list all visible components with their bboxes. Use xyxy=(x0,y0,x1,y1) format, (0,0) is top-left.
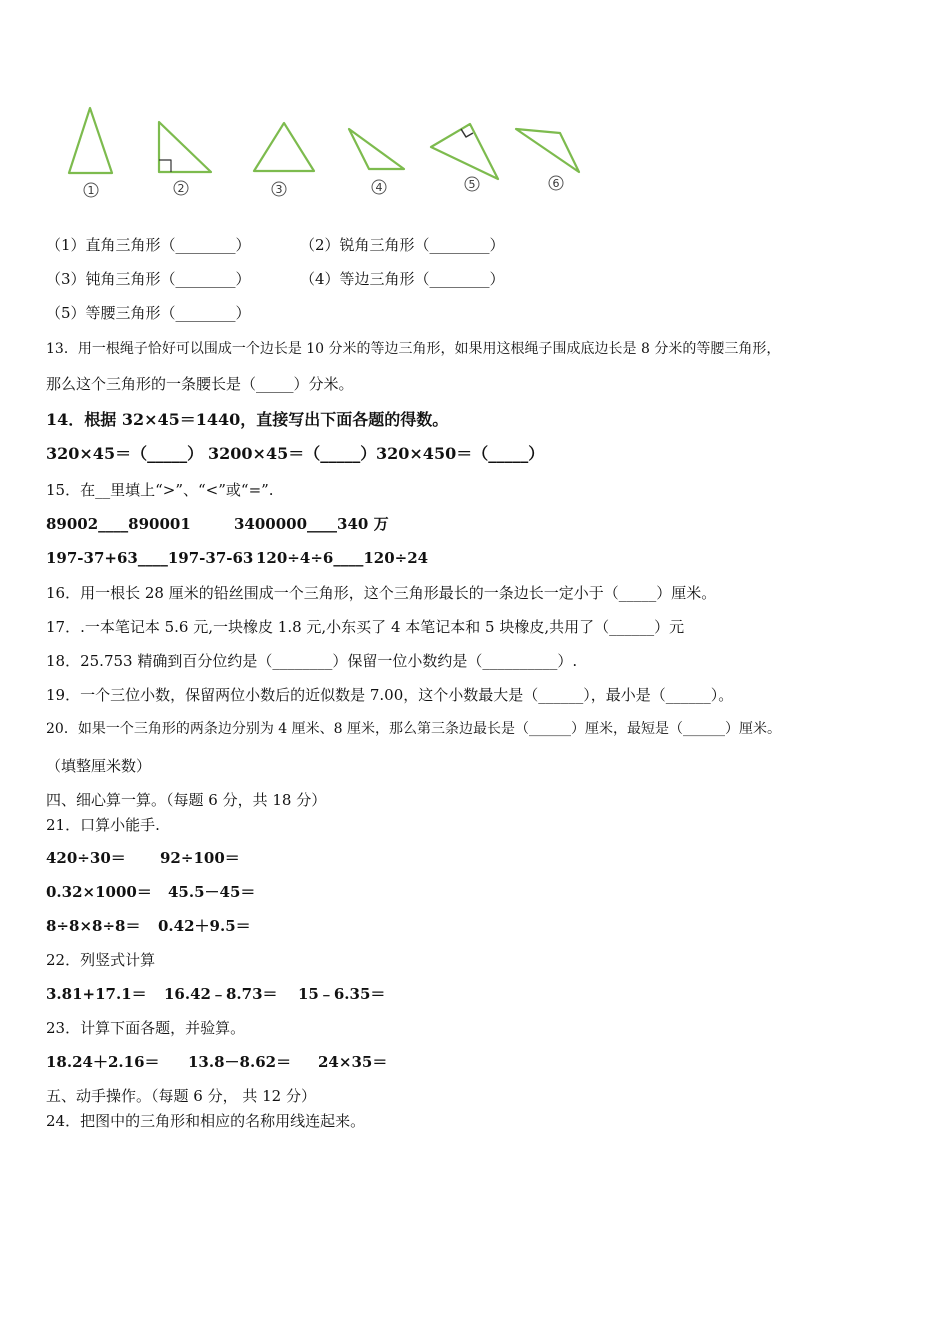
right-angle-mark-2 xyxy=(159,160,171,172)
section-4-heading: 四、细心算一算。（每题 6 分，共 18 分） xyxy=(46,791,327,809)
q21-item-3: 0.32×1000＝ xyxy=(46,883,152,901)
q22-item-3: 15﹣6.35＝ xyxy=(298,985,386,1003)
q12-item-2: （2）锐角三角形（________） xyxy=(300,236,505,254)
q15-item-1: 89002____890001 xyxy=(46,515,191,533)
q21-item-2: 92÷100＝ xyxy=(160,849,240,867)
q22-title: 22．列竖式计算 xyxy=(46,951,156,969)
label-1: 1 xyxy=(87,184,95,197)
q14-item-1: 320×45＝（_____） xyxy=(46,444,204,463)
q14-title: 14．根据 32×45＝1440，直接写出下面各题的得数。 xyxy=(46,410,449,429)
q15-item-3: 197-37+63____197-37-63 xyxy=(46,549,254,567)
q15-title: 15．在__里填上“>”、“<”或“=”. xyxy=(46,481,274,499)
q20-line-1: 20．如果一个三角形的两条边分别为 4 厘米、8 厘米，那么第三条边最长是（______）厘米，最短是（______）厘米。 xyxy=(46,721,781,737)
q17: 17．.一本笔记本 5.6 元,一块橡皮 1.8 元,小东买了 4 本笔记本和 5 块橡皮,共用了（______）元 xyxy=(46,618,685,636)
q22-item-2: 16.42﹣8.73＝ xyxy=(164,985,278,1003)
q23-item-1: 18.24＋2.16＝ xyxy=(46,1053,160,1071)
label-5: 5 xyxy=(468,178,476,191)
q19: 19．一个三位小数，保留两位小数后的近似数是 7.00，这个小数最大是（______），最小是（______）。 xyxy=(46,686,734,704)
q12-item-1: （1）直角三角形（________） xyxy=(46,236,251,254)
q21-item-1: 420÷30＝ xyxy=(46,849,126,867)
q21-title: 21．口算小能手. xyxy=(46,816,160,834)
label-6: 6 xyxy=(552,177,560,190)
q14-item-3: 320×450＝（_____） xyxy=(376,444,545,463)
q21-item-4: 45.5－45＝ xyxy=(168,883,256,901)
q15-item-2: 3400000____340 万 xyxy=(234,515,389,533)
triangle-5 xyxy=(431,124,498,179)
q13-line-2: 那么这个三角形的一条腰长是（_____）分米。 xyxy=(46,375,354,393)
triangle-figure xyxy=(60,100,600,200)
triangle-4 xyxy=(349,129,404,169)
q23-item-2: 13.8－8.62＝ xyxy=(188,1053,292,1071)
q22-item-1: 3.81+17.1＝ xyxy=(46,985,147,1003)
q12-item-3: （3）钝角三角形（________） xyxy=(46,270,251,288)
label-3: 3 xyxy=(275,183,283,196)
triangle-1 xyxy=(69,108,112,173)
q12-item-4: （4）等边三角形（________） xyxy=(300,270,505,288)
q13-line-1: 13．用一根绳子恰好可以围成一个边长是 10 分米的等边三角形，如果用这根绳子围成底边长是 8 分米的等腰三角形， xyxy=(46,341,781,357)
q24: 24．把图中的三角形和相应的名称用线连起来。 xyxy=(46,1112,366,1130)
q21-item-5: 8÷8×8÷8＝ xyxy=(46,917,141,935)
q15-item-4: 120÷4÷6____120÷24 xyxy=(256,549,429,567)
right-angle-mark-5 xyxy=(461,129,473,137)
q12-item-5: （5）等腰三角形（________） xyxy=(46,304,251,322)
q21-item-6: 0.42＋9.5＝ xyxy=(158,917,251,935)
section-5-heading: 五、动手操作。（每题 6 分， 共 12 分） xyxy=(46,1087,316,1105)
q23-item-3: 24×35＝ xyxy=(318,1053,388,1071)
q16: 16．用一根长 28 厘米的铅丝围成一个三角形，这个三角形最长的一条边长一定小于（_____）厘米。 xyxy=(46,584,717,602)
label-2: 2 xyxy=(177,182,185,195)
q23-title: 23．计算下面各题，并验算。 xyxy=(46,1019,246,1037)
triangle-2 xyxy=(159,122,211,172)
triangle-6 xyxy=(516,129,579,172)
label-4: 4 xyxy=(375,181,383,194)
triangle-3 xyxy=(254,123,314,171)
q14-item-2: 3200×45＝（_____） xyxy=(208,444,377,463)
q18: 18．25.753 精确到百分位约是（________）保留一位小数约是（__________）. xyxy=(46,652,578,670)
q20-line-2: （填整厘米数） xyxy=(46,757,152,775)
